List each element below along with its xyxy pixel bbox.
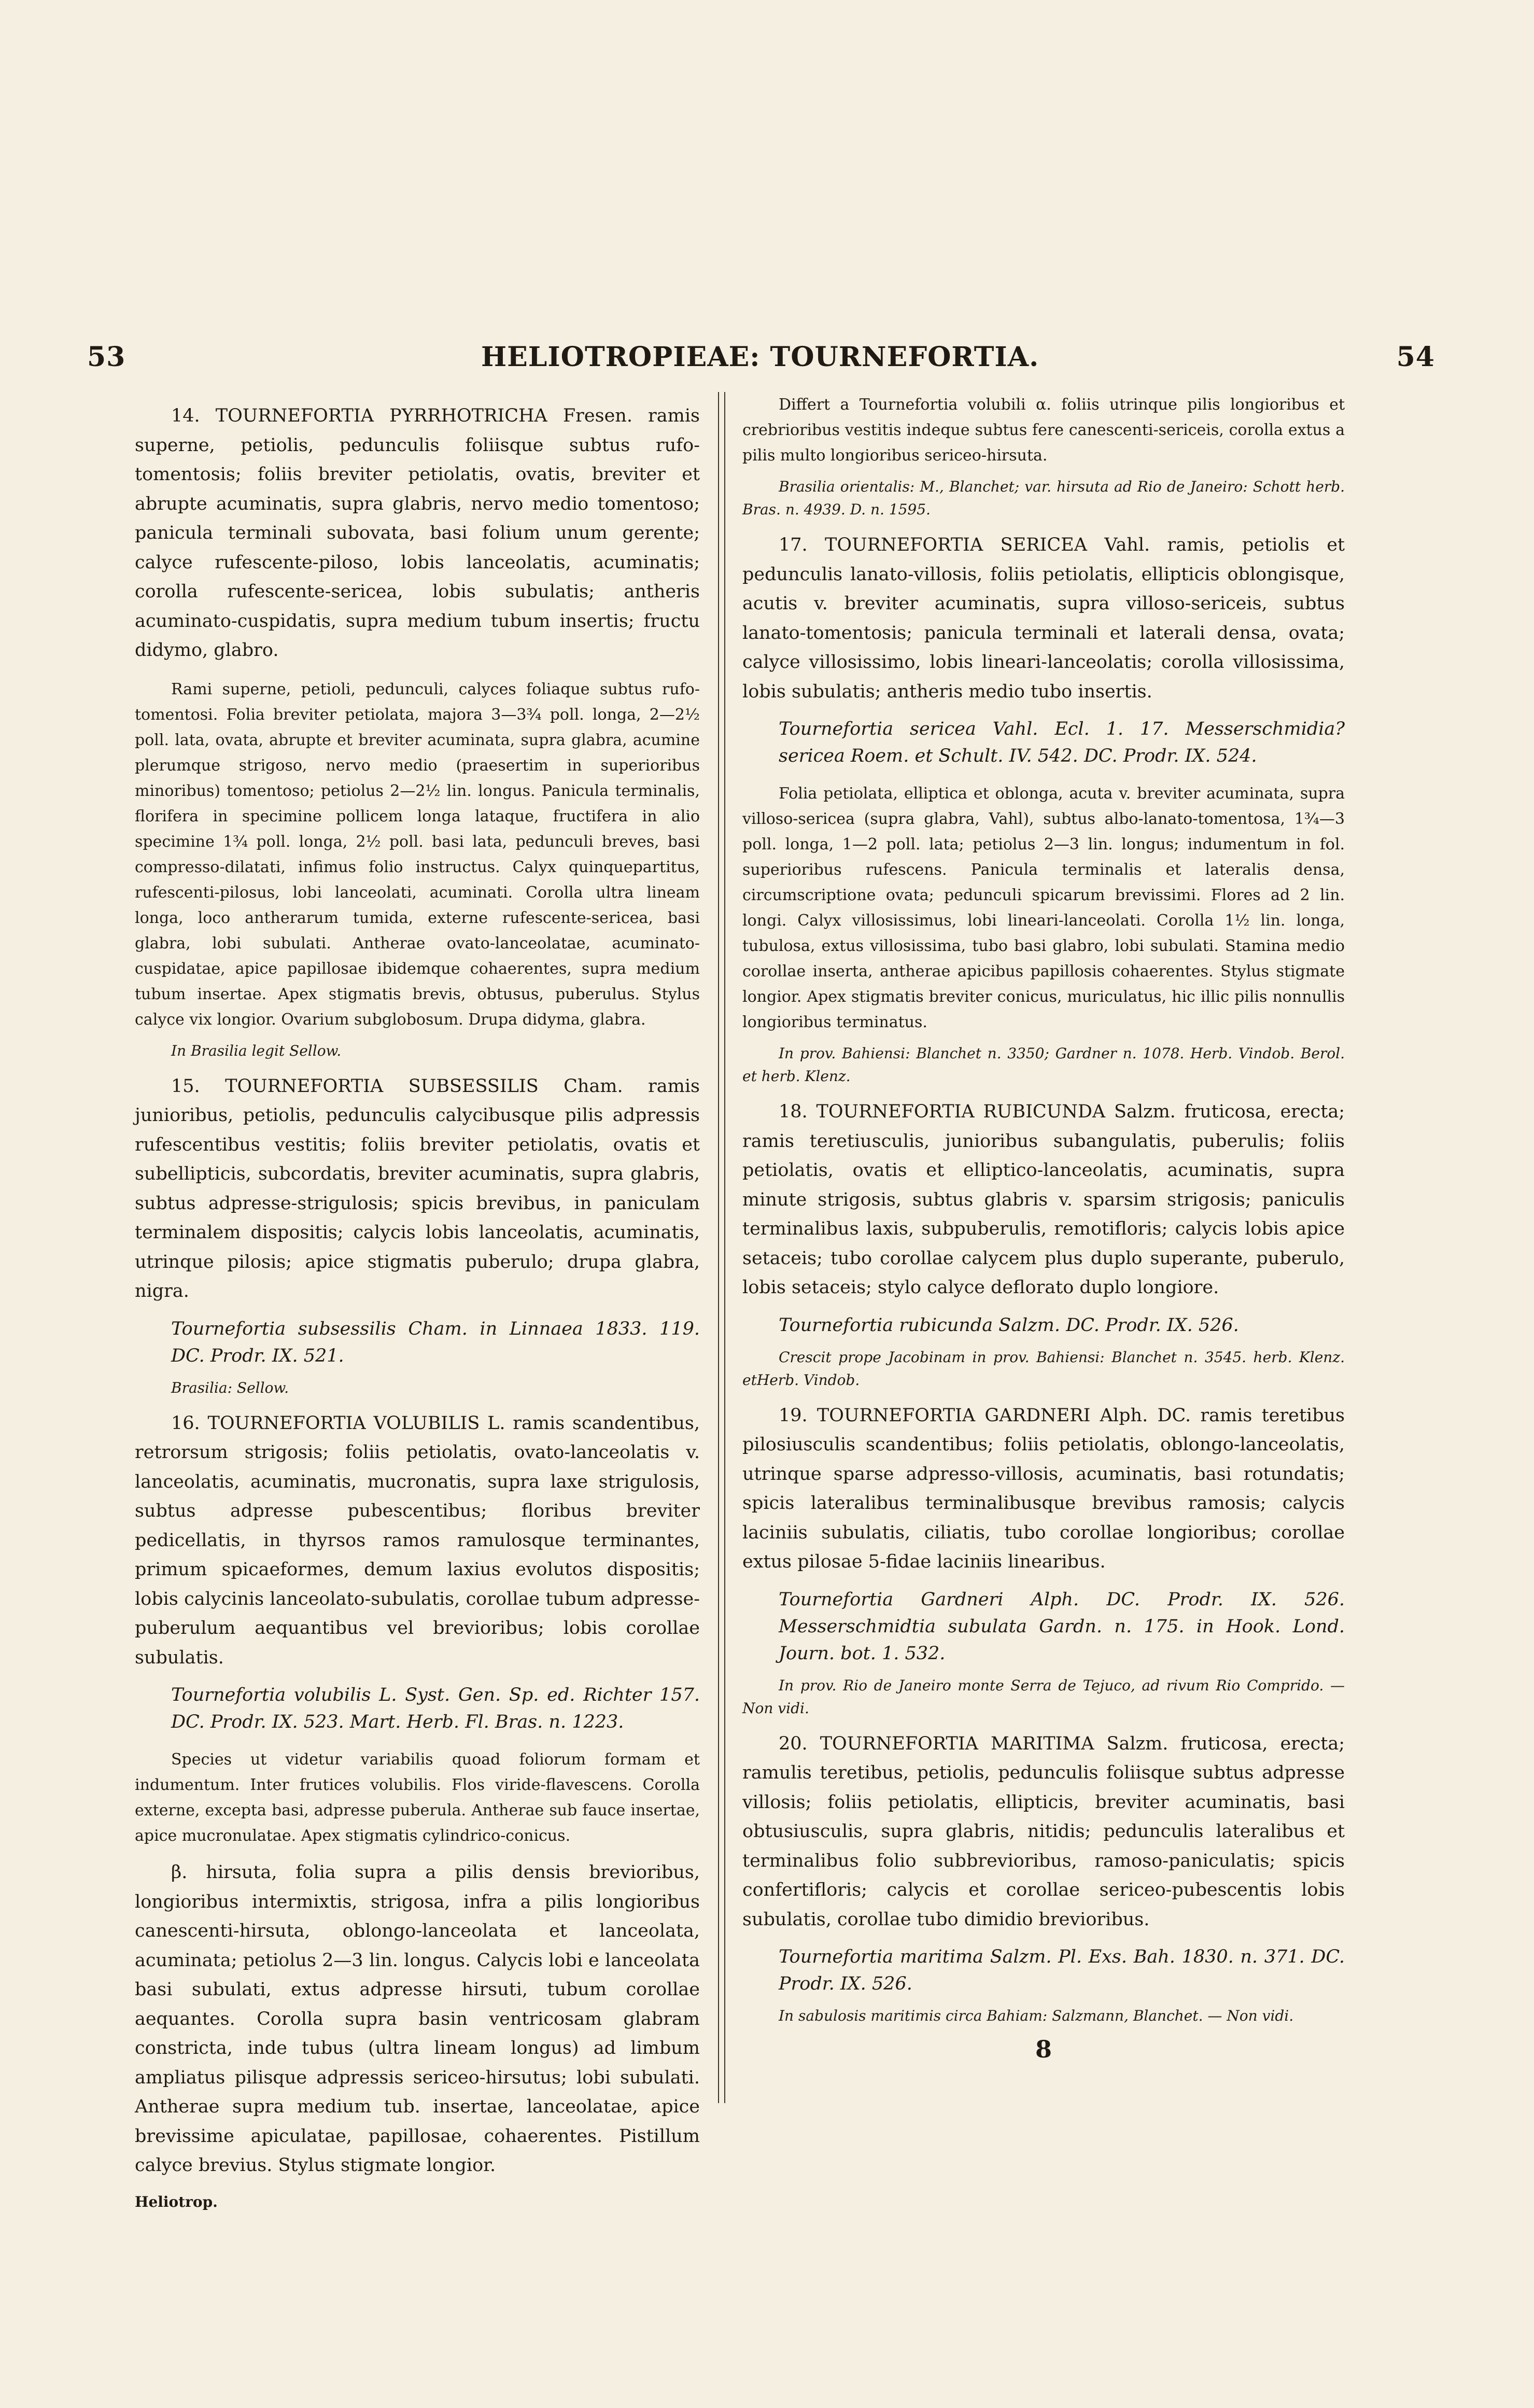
species-16-citation: Tournefortia volubilis L. Syst. Gen. Sp. ed. Richter 157. DC. Prodr. IX. 523. Mart. Herb. Fl. Bras. n. 1223. xyxy=(171,1685,700,1732)
species-14-locality: In Brasilia legit Sellow. xyxy=(171,1042,342,1059)
species-19-diagnosis: 19. TOURNEFORTIA GARDNERI Alph. DC. ramis teretibus pilosiusculis scandentibus; foliis petiolatis, oblongo-lanceolatis, utrinque sparse adpresso-villosis, acuminatis, basi rotundatis; spicis lateralibus terminalibusque brevibus ramosis; calycis laciniis subulatis, ciliatis, tubo corollae longioribus; corollae extus pilosae 5-fidae laciniis linearibus. xyxy=(742,1405,1345,1572)
column-divider xyxy=(718,392,725,2103)
species-14-diagnosis: 14. TOURNEFORTIA PYRRHOTRICHA Fresen. ramis superne, petiolis, pedunculis foliisque subtus rufo-tomentosis; foliis breviter petiolatis, ovatis, breviter et abrupte acuminatis, supra glabris, nervo medio tomentoso; panicula terminali subovata, basi folium unum gerente; calyce rufescente-piloso, lobis lanceolatis, acuminatis; corolla rufescente-sericea, lobis subulatis; antheris acuminato-cuspidatis, supra medium tubum insertis; fructu didymo, glabro. xyxy=(135,405,700,661)
page-number-left: 53 xyxy=(87,341,126,373)
species-14-description: Rami superne, petioli, pedunculi, calyces foliaque subtus rufo-tomentosi. Folia breviter petiolata, majora 3—3¾ poll. longa, 2—2½ poll. lata, ovata, abrupte et breviter acuminata, supra glabra, acumine plerumque strigoso, nervo medio (praesertim in superioribus minoribus) tomentoso; petiolus 2—2½ lin. longus. Panicula terminalis, florifera in specimine pollicem longa lataque, fructifera in alio specimine 1¾ poll. longa, 2½ poll. basi lata, pedunculi breves, basi compresso-dilatati, infimus folio instructus. Calyx quinquepartitus, rufescenti-pilosus, lobi lanceolati, acuminati. Corolla ultra lineam longa, loco antherarum tumida, externe rufescente-sericea, basi glabra, lobi subulati. Antherae ovato-lanceolatae, acuminato-cuspidatae, apice papillosae ibidemque cohaerentes, supra medium tubum insertae. Apex stigmatis brevis, obtusus, puberulus. Stylus calyce vix longior. Ovarium subglobosum. Drupa didyma, glabra. xyxy=(135,680,700,1029)
species-18-locality: Crescit prope Jacobinam in prov. Bahiensi: Blanchet n. 3545. herb. Klenz. etHerb. Vindob. xyxy=(742,1348,1345,1389)
species-17-diagnosis: 17. TOURNEFORTIA SERICEA Vahl. ramis, petiolis et pedunculis lanato-villosis, foliis petiolatis, ellipticis oblongisque, acutis v. breviter acuminatis, supra villoso-sericeis, subtus lanato-tomentosis; panicula terminali et laterali densa, ovata; calyce villosissimo, lobis lineari-lanceolatis; corolla villosissima, lobis subulatis; antheris medio tubo insertis. xyxy=(742,535,1345,702)
species-16-description: Species ut videtur variabilis quoad foliorum formam et indumentum. Inter frutices volubilis. Flos viride-flavescens. Corolla externe, excepta basi, adpresse puberula. Antherae sub fauce insertae, apice mucronulatae. Apex stigmatis cylindrico-conicus. xyxy=(135,1751,700,1845)
species-17-locality: In prov. Bahiensi: Blanchet n. 3350; Gardner n. 1078. Herb. Vindob. Berol. et herb. Klenz. xyxy=(742,1045,1345,1085)
species-15-locality: Brasilia: Sellow. xyxy=(171,1379,289,1396)
variety-locality: Brasilia orientalis: M., Blanchet; var. hirsuta ad Rio de Janeiro: Schott herb. Bras. n. 4939. D. n. 1595. xyxy=(742,478,1345,518)
species-19-citation: Tournefortia Gardneri Alph. DC. Prodr. IX. 526. Messerschmidtia subulata Gardn. n. 175. in Hook. Lond. Journ. bot. 1. 532. xyxy=(779,1589,1345,1664)
running-title: HELIOTROPIEAE: TOURNEFORTIA. xyxy=(481,341,1039,373)
left-column xyxy=(135,392,700,2224)
species-16-variety-beta: β. hirsuta, folia supra a pilis densis brevioribus, longioribus intermixtis, strigosa, infra a pilis longioribus canescenti-hirsuta, oblongo-lanceolata et lanceolata, acuminata; petiolus 2—3 lin. longus. Calycis lobi e lanceolata basi subulati, extus adpresse hirsuti, tubum corollae aequantes. Corolla supra basin ventricosam glabram constricta, inde tubus (ultra lineam longus) ad limbum ampliatus pilisque adpressis sericeo-hirsutus; lobi subulati. Antherae supra medium tub. insertae, lanceolatae, apice brevissime apiculatae, papillosae, cohaerentes. Pistillum calyce brevius. Stylus stigmate longior. xyxy=(135,1862,700,2176)
species-20-diagnosis: 20. TOURNEFORTIA MARITIMA Salzm. fruticosa, erecta; ramulis teretibus, petiolis, pedunculis foliisque subtus adpresse villosis; foliis petiolatis, ellipticis, breviter acuminatis, basi obtusiusculis, supra glabris, nitidis; pedunculis lateralibus et terminalibus folio subbrevioribus, ramoso-paniculatis; spicis confertifloris; calycis et corollae sericeo-pubescentis lobis subulatis, corollae tubo dimidio brevioribus. xyxy=(742,1733,1345,1930)
signature-mark: Heliotrop. xyxy=(135,2193,218,2210)
page-header xyxy=(87,336,1435,377)
species-15-diagnosis: 15. TOURNEFORTIA SUBSESSILIS Cham. ramis junioribus, petiolis, pedunculis calycibusque pilis adpressis rufescentibus vestitis; foliis breviter petiolatis, ovatis et subellipticis, subcordatis, breviter acuminatis, supra glabris, subtus adpresse-strigulosis; spicis brevibus, in paniculam terminalem dispositis; calycis lobis lanceolatis, acuminatis, utrinque pilosis; apice stigmatis puberulo; drupa glabra, nigra. xyxy=(135,1075,700,1301)
variety-continuation: Differt a Tournefortia volubili α. foliis utrinque pilis longioribus et crebrioribus vestitis indeque subtus fere canescenti-sericeis, corolla extus a pilis multo longioribus sericeo-hirsuta. xyxy=(742,396,1345,465)
species-18-citation: Tournefortia rubicunda Salzm. DC. Prodr. IX. 526. xyxy=(779,1314,1239,1336)
species-15-citation: Tournefortia subsessilis Cham. in Linnaea 1833. 119. DC. Prodr. IX. 521. xyxy=(171,1318,700,1366)
page-number-right: 54 xyxy=(1396,341,1435,373)
species-19-locality: In prov. Rio de Janeiro monte Serra de Tejuco, ad rivum Rio Comprido. — Non vidi. xyxy=(742,1676,1345,1717)
species-17-description: Folia petiolata, elliptica et oblonga, acuta v. breviter acuminata, supra villoso-sericea (supra glabra, Vahl), subtus albo-lanato-tomentosa, 1¾—3 poll. longa, 1—2 poll. lata; petiolus 2—3 lin. longus; indumentum in fol. superioribus rufescens. Panicula terminalis et lateralis densa, circumscriptione ovata; pedunculi spicarum brevissimi. Flores ad 2 lin. longi. Calyx villosissimus, lobi lineari-lanceolati. Corolla 1½ lin. longa, tubulosa, extus villosissima, tubo basi glabro, lobi subulati. Stamina medio corollae inserta, antherae apicibus papillosis cohaerentes. Stylus stigmate longior. Apex stigmatis breviter conicus, muriculatus, hic illic pilis nonnullis longioribus terminatus. xyxy=(742,785,1345,1031)
species-18-diagnosis: 18. TOURNEFORTIA RUBICUNDA Salzm. fruticosa, erecta; ramis teretiusculis, junioribus subangulatis, puberulis; foliis petiolatis, ovatis et elliptico-lanceolatis, acuminatis, supra minute strigosis, subtus glabris v. sparsim strigosis; paniculis terminalibus laxis, subpuberulis, remotifloris; calycis lobis apice setaceis; tubo corollae calycem plus duplo superante, puberulo, lobis setaceis; stylo calyce deflorato duplo longiore. xyxy=(742,1101,1345,1298)
species-16-diagnosis: 16. TOURNEFORTIA VOLUBILIS L. ramis scandentibus, retrorsum strigosis; foliis petiolatis, ovato-lanceolatis v. lanceolatis, acuminatis, mucronatis, supra laxe strigulosis, subtus adpresse pubescentibus; floribus breviter pedicellatis, in thyrsos ramos ramulosque terminantes, primum spicaeformes, demum laxius evolutos dispositis; lobis calycinis lanceolato-subulatis, corollae tubum adpresse-puberulum aequantibus vel brevioribus; lobis corollae subulatis. xyxy=(135,1412,700,1668)
species-20-locality: In sabulosis maritimis circa Bahiam: Salzmann, Blanchet. — Non vidi. xyxy=(779,2007,1294,2024)
right-column xyxy=(742,392,1345,2071)
species-17-citation: Tournefortia sericea Vahl. Ecl. 1. 17. Messerschmidia? sericea Roem. et Schult. IV. 542. DC. Prodr. IX. 524. xyxy=(779,719,1345,766)
signature-number: 8 xyxy=(1035,2035,1052,2063)
species-20-citation: Tournefortia maritima Salzm. Pl. Exs. Bah. 1830. n. 371. DC. Prodr. IX. 526. xyxy=(779,1947,1345,1994)
